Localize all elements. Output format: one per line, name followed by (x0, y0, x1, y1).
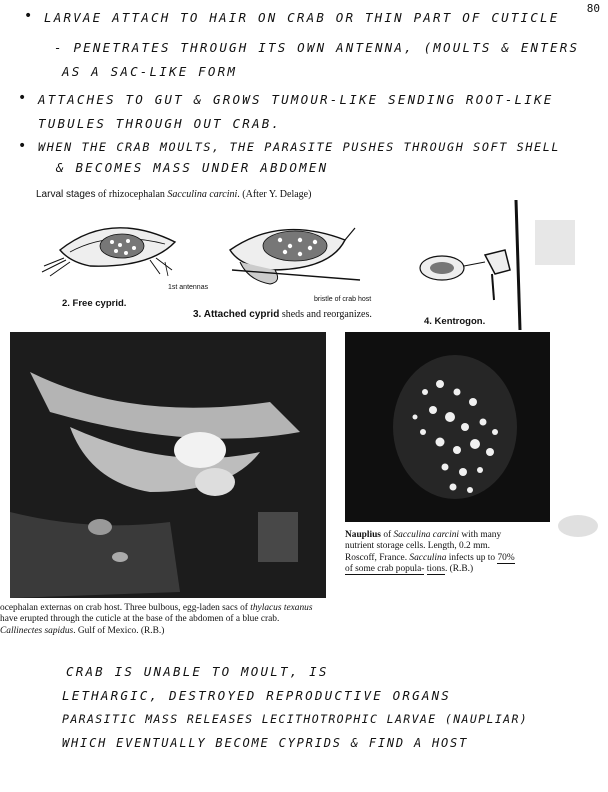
crab-photo-art (10, 332, 326, 598)
caption-text: of (380, 530, 394, 540)
attached-cyprid-drawing (230, 228, 360, 284)
note-bottom-4: WHICH EVENTUALLY BECOME CYPRIDS & FIND A HOST (62, 736, 469, 750)
caption-species: Sacculina carcini (393, 530, 459, 540)
bullet-marker: • (24, 8, 33, 24)
note-line-7: & BECOMES MASS UNDER ABDOMEN (56, 160, 329, 175)
bullet-marker: • (18, 90, 27, 106)
note-line-5: TUBULES THROUGH OUT CRAB. (38, 116, 282, 131)
caption-text: abdomen of a blue crab. (189, 614, 280, 625)
label-first-antennas: 1st antennas (168, 284, 209, 291)
note-line-3: AS A SAC-LIKE FORM (62, 64, 238, 79)
label-bristle: bristle of crab host (314, 296, 372, 303)
kentrogon-drawing (420, 200, 520, 330)
caption-underlined: 70% of some crab popula- (345, 552, 515, 575)
caption-underlined: tions (426, 564, 445, 575)
note-bottom-2: LETHARGIC, DESTROYED REPRODUCTIVE ORGANS (62, 688, 452, 703)
nauplius-caption (345, 530, 515, 576)
caption-species: Sacculina (409, 552, 447, 563)
caption-text: with many nutrient storage cells. Length, 0.2 mm. Roscoff, France. (345, 530, 502, 563)
note-line-2: - PENETRATES THROUGH ITS OWN ANTENNA, (MOULTS & ENTERS (54, 40, 580, 55)
caption-part: of rhizocephalan (95, 189, 168, 200)
bullet-marker: • (18, 138, 27, 154)
figure-caption (36, 189, 311, 200)
caption-text: . Gulf of Mexico. (R.B.) (73, 625, 165, 636)
caption-text: have erupted through the cuticle at the base of the (0, 614, 189, 625)
caption-text: . (R.B.) (444, 564, 474, 575)
note-line-4: ATTACHES TO GUT & GROWS TUMOUR-LIKE SENDING ROOT-LIKE (38, 92, 554, 107)
page-number: 80 (586, 2, 600, 15)
caption-text: ocephalan externas on crab host. Three bulbous, egg-laden sacs of (0, 603, 251, 613)
crab-host-photo (10, 332, 326, 598)
caption-attribution: . (After Y. Delage) (237, 189, 312, 200)
note-bottom-3: PARASITIC MASS RELEASES LECITHOTROPHIC LARVAE (NAUPLIAR) (62, 712, 529, 726)
free-cyprid-drawing (42, 228, 175, 276)
caption-species: Callinectes sapidus (0, 625, 74, 636)
label-free-cyprid: 2. Free cyprid. (62, 298, 127, 309)
smudge (558, 515, 598, 537)
label-attached-cyprid-rest: sheds and reorganizes. (279, 309, 372, 320)
caption-lead: Larval stages (36, 189, 96, 200)
nauplius-caption-bold: Nauplius (345, 530, 381, 540)
label-attached-cyprid (193, 309, 372, 320)
note-line-1: LARVAE ATTACH TO HAIR ON CRAB OR THIN PART OF CUTICLE (44, 10, 560, 25)
nauplius-photo-art (345, 332, 550, 522)
nauplius-photo (345, 332, 550, 522)
label-attached-cyprid-bold: 3. Attached cyprid (193, 309, 280, 320)
caption-text: infects up to (446, 552, 498, 563)
crab-caption (0, 603, 322, 637)
caption-species: Sacculina carcini (167, 189, 238, 200)
label-kentrogon: 4. Kentrogon. (424, 316, 486, 327)
caption-species: thylacus texanus (250, 603, 313, 613)
note-bottom-1: CRAB IS UNABLE TO MOULT, IS (66, 664, 329, 679)
note-line-6: WHEN THE CRAB MOULTS, THE PARASITE PUSHES THROUGH SOFT SHELL (38, 140, 561, 154)
